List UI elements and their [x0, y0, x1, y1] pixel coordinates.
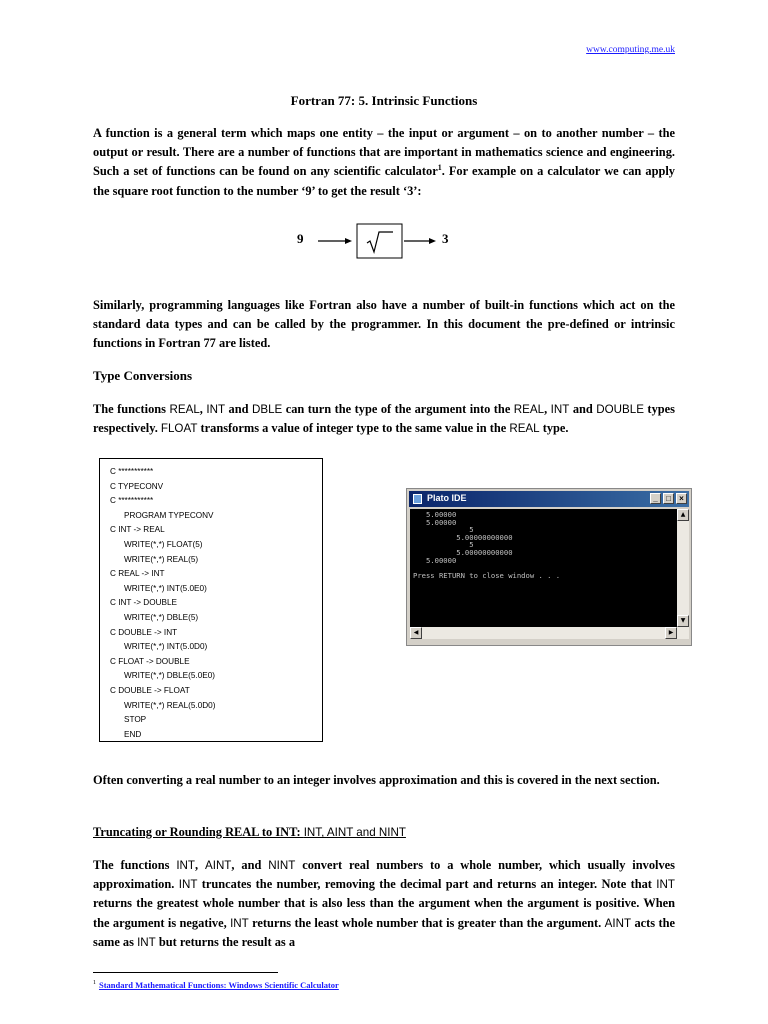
code-line: C INT -> REAL	[110, 525, 165, 535]
code-line: END	[124, 729, 142, 739]
paragraph-text: ,	[199, 402, 207, 416]
scroll-up-icon[interactable]: ▲	[677, 509, 689, 521]
footnote-divider	[93, 972, 278, 973]
console-line: 5	[413, 525, 474, 535]
site-link[interactable]: www.computing.me.uk	[586, 45, 675, 55]
diagram-output: 3	[442, 231, 449, 246]
paragraph-text: transforms a value of integer type to the same value in the	[197, 421, 510, 436]
code-keyword: AINT	[604, 916, 632, 930]
maximize-button[interactable]: □	[663, 493, 674, 504]
console-output	[410, 509, 677, 627]
code-keyword: INT	[137, 935, 156, 949]
truncating-paragraph	[93, 856, 675, 952]
code-keyword: REAL	[169, 403, 200, 416]
console-line: Press RETURN to close window . . .	[413, 570, 561, 580]
ide-title: Plato IDE	[427, 493, 467, 503]
code-keyword: DBLE	[251, 403, 283, 416]
minimize-button[interactable]: _	[650, 493, 661, 504]
code-line: C DOUBLE -> FLOAT	[110, 685, 190, 695]
code-line: PROGRAM TYPECONV	[124, 510, 214, 520]
subheading-functions: INT, AINT and NINT	[303, 826, 406, 839]
code-line: WRITE(*,*) REAL(5.0D0)	[124, 700, 216, 710]
code-line: WRITE(*,*) INT(5.0D0)	[124, 642, 208, 652]
paragraph-text: and	[569, 402, 597, 416]
code-keyword: INT	[178, 878, 198, 892]
code-line: WRITE(*,*) FLOAT(5)	[124, 539, 203, 549]
scroll-left-icon[interactable]: ◀	[410, 627, 422, 639]
footnote-ref[interactable]: 1	[437, 163, 442, 173]
paragraph-text: ,	[195, 858, 205, 872]
paragraph-text: acts the same as	[93, 915, 675, 949]
paragraph-text: and	[225, 402, 252, 416]
scroll-right-icon[interactable]: ▶	[665, 627, 677, 639]
code-line: C ***********	[110, 496, 154, 506]
paragraph-text: returns the greatest whole number that is also less than the argument when the argument is positive. When the argument is negative,	[93, 896, 675, 930]
paragraph-text: types respectively.	[93, 402, 675, 436]
subheading-text: Truncating or Rounding REAL to INT:	[93, 825, 304, 839]
paragraph-text: truncates the number, removing the decimal part and returns an integer. Note that	[197, 877, 657, 892]
intro-text-a: A function is a general term which maps one entity – the input or argument – on to another number – the output or result. There are a number of functions that are important in mathematics science and engineering. Such a set of functions can be found on any scientific calculator	[93, 126, 675, 179]
diagram-input: 9	[297, 231, 304, 246]
code-keyword: INT	[176, 859, 195, 872]
intro-paragraph	[93, 124, 675, 201]
sqrt-diagram	[290, 222, 470, 262]
horizontal-scrollbar[interactable]	[410, 627, 689, 639]
ide-titlebar[interactable]	[409, 491, 689, 507]
close-button[interactable]: ×	[676, 493, 687, 504]
scroll-down-icon[interactable]: ▼	[677, 615, 689, 627]
code-keyword: NINT	[268, 859, 296, 872]
footnote	[93, 980, 339, 990]
code-line: C FLOAT -> DOUBLE	[110, 656, 190, 666]
section-heading-truncating	[93, 825, 406, 840]
plato-ide-window	[406, 488, 692, 646]
paragraph-text: returns the least whole number that is greater than the argument.	[248, 915, 605, 930]
vertical-scrollbar[interactable]	[677, 509, 689, 627]
code-line: C REAL -> INT	[110, 569, 165, 579]
footnote-link[interactable]: Standard Mathematical Functions: Windows Scientific Calculator	[99, 980, 339, 990]
code-line: C INT -> DOUBLE	[110, 598, 177, 608]
page-title: Fortran 77: 5. Intrinsic Functions	[290, 93, 478, 108]
paragraph-text: The functions	[93, 858, 177, 872]
code-line: WRITE(*,*) DBLE(5)	[124, 612, 199, 622]
console-line: 5.00000	[413, 555, 457, 565]
code-keyword: INT	[656, 878, 675, 892]
paragraph-text: can turn the type of the argument into the	[282, 402, 514, 416]
code-listing	[99, 458, 323, 742]
code-keyword: DOUBLE	[596, 403, 644, 416]
console-line: 5.00000000000	[413, 547, 513, 557]
code-keyword: REAL	[513, 403, 545, 416]
code-line: C ***********	[110, 467, 154, 476]
code-line: WRITE(*,*) REAL(5)	[124, 554, 199, 564]
code-keyword: INT	[206, 403, 226, 416]
code-keyword: FLOAT	[160, 422, 198, 436]
console-line: 5.00000	[413, 517, 457, 527]
paragraph-text: type.	[539, 421, 569, 436]
code-line: C TYPECONV	[110, 481, 164, 491]
type-conversion-paragraph	[93, 400, 675, 438]
code-line: WRITE(*,*) DBLE(5.0E0)	[124, 671, 215, 681]
console-line: 5.00000	[413, 510, 457, 519]
code-line: WRITE(*,*) INT(5.0E0)	[124, 583, 207, 593]
intro-text-b: . For example on a calculator we can apply the square root function to the number ‘9’ to get the result ‘3’:	[93, 164, 675, 198]
paragraph-text: convert real numbers to a whole number, which usually involves approximation.	[93, 858, 675, 892]
footnote-marker: 1	[93, 980, 96, 987]
code-line: STOP	[124, 715, 147, 725]
code-keyword: AINT	[204, 859, 232, 872]
builtin-paragraph: Similarly, programming languages like Fortran also have a number of built-in functions which act on the standard data types and can be called by the programmer. In this document the pre-defined or intrinsic functions in Fortran 77 are listed.	[93, 298, 675, 351]
console-line: 5	[413, 540, 474, 550]
console-line: 5.00000000000	[413, 532, 513, 542]
paragraph-text: The functions	[93, 402, 170, 416]
code-keyword: REAL	[509, 422, 540, 436]
code-keyword: INT	[230, 916, 249, 930]
approximation-paragraph: Often converting a real number to an integer involves approximation and this is covered in the next section.	[93, 773, 660, 787]
section-heading-type-conversions: Type Conversions	[93, 368, 193, 383]
paragraph-text: , and	[231, 858, 269, 872]
code-line: C DOUBLE -> INT	[110, 627, 178, 637]
paragraph-text: but returns the result as a	[155, 934, 296, 949]
paragraph-text: ,	[544, 402, 551, 416]
app-icon	[413, 494, 422, 504]
code-keyword: INT	[550, 403, 570, 416]
